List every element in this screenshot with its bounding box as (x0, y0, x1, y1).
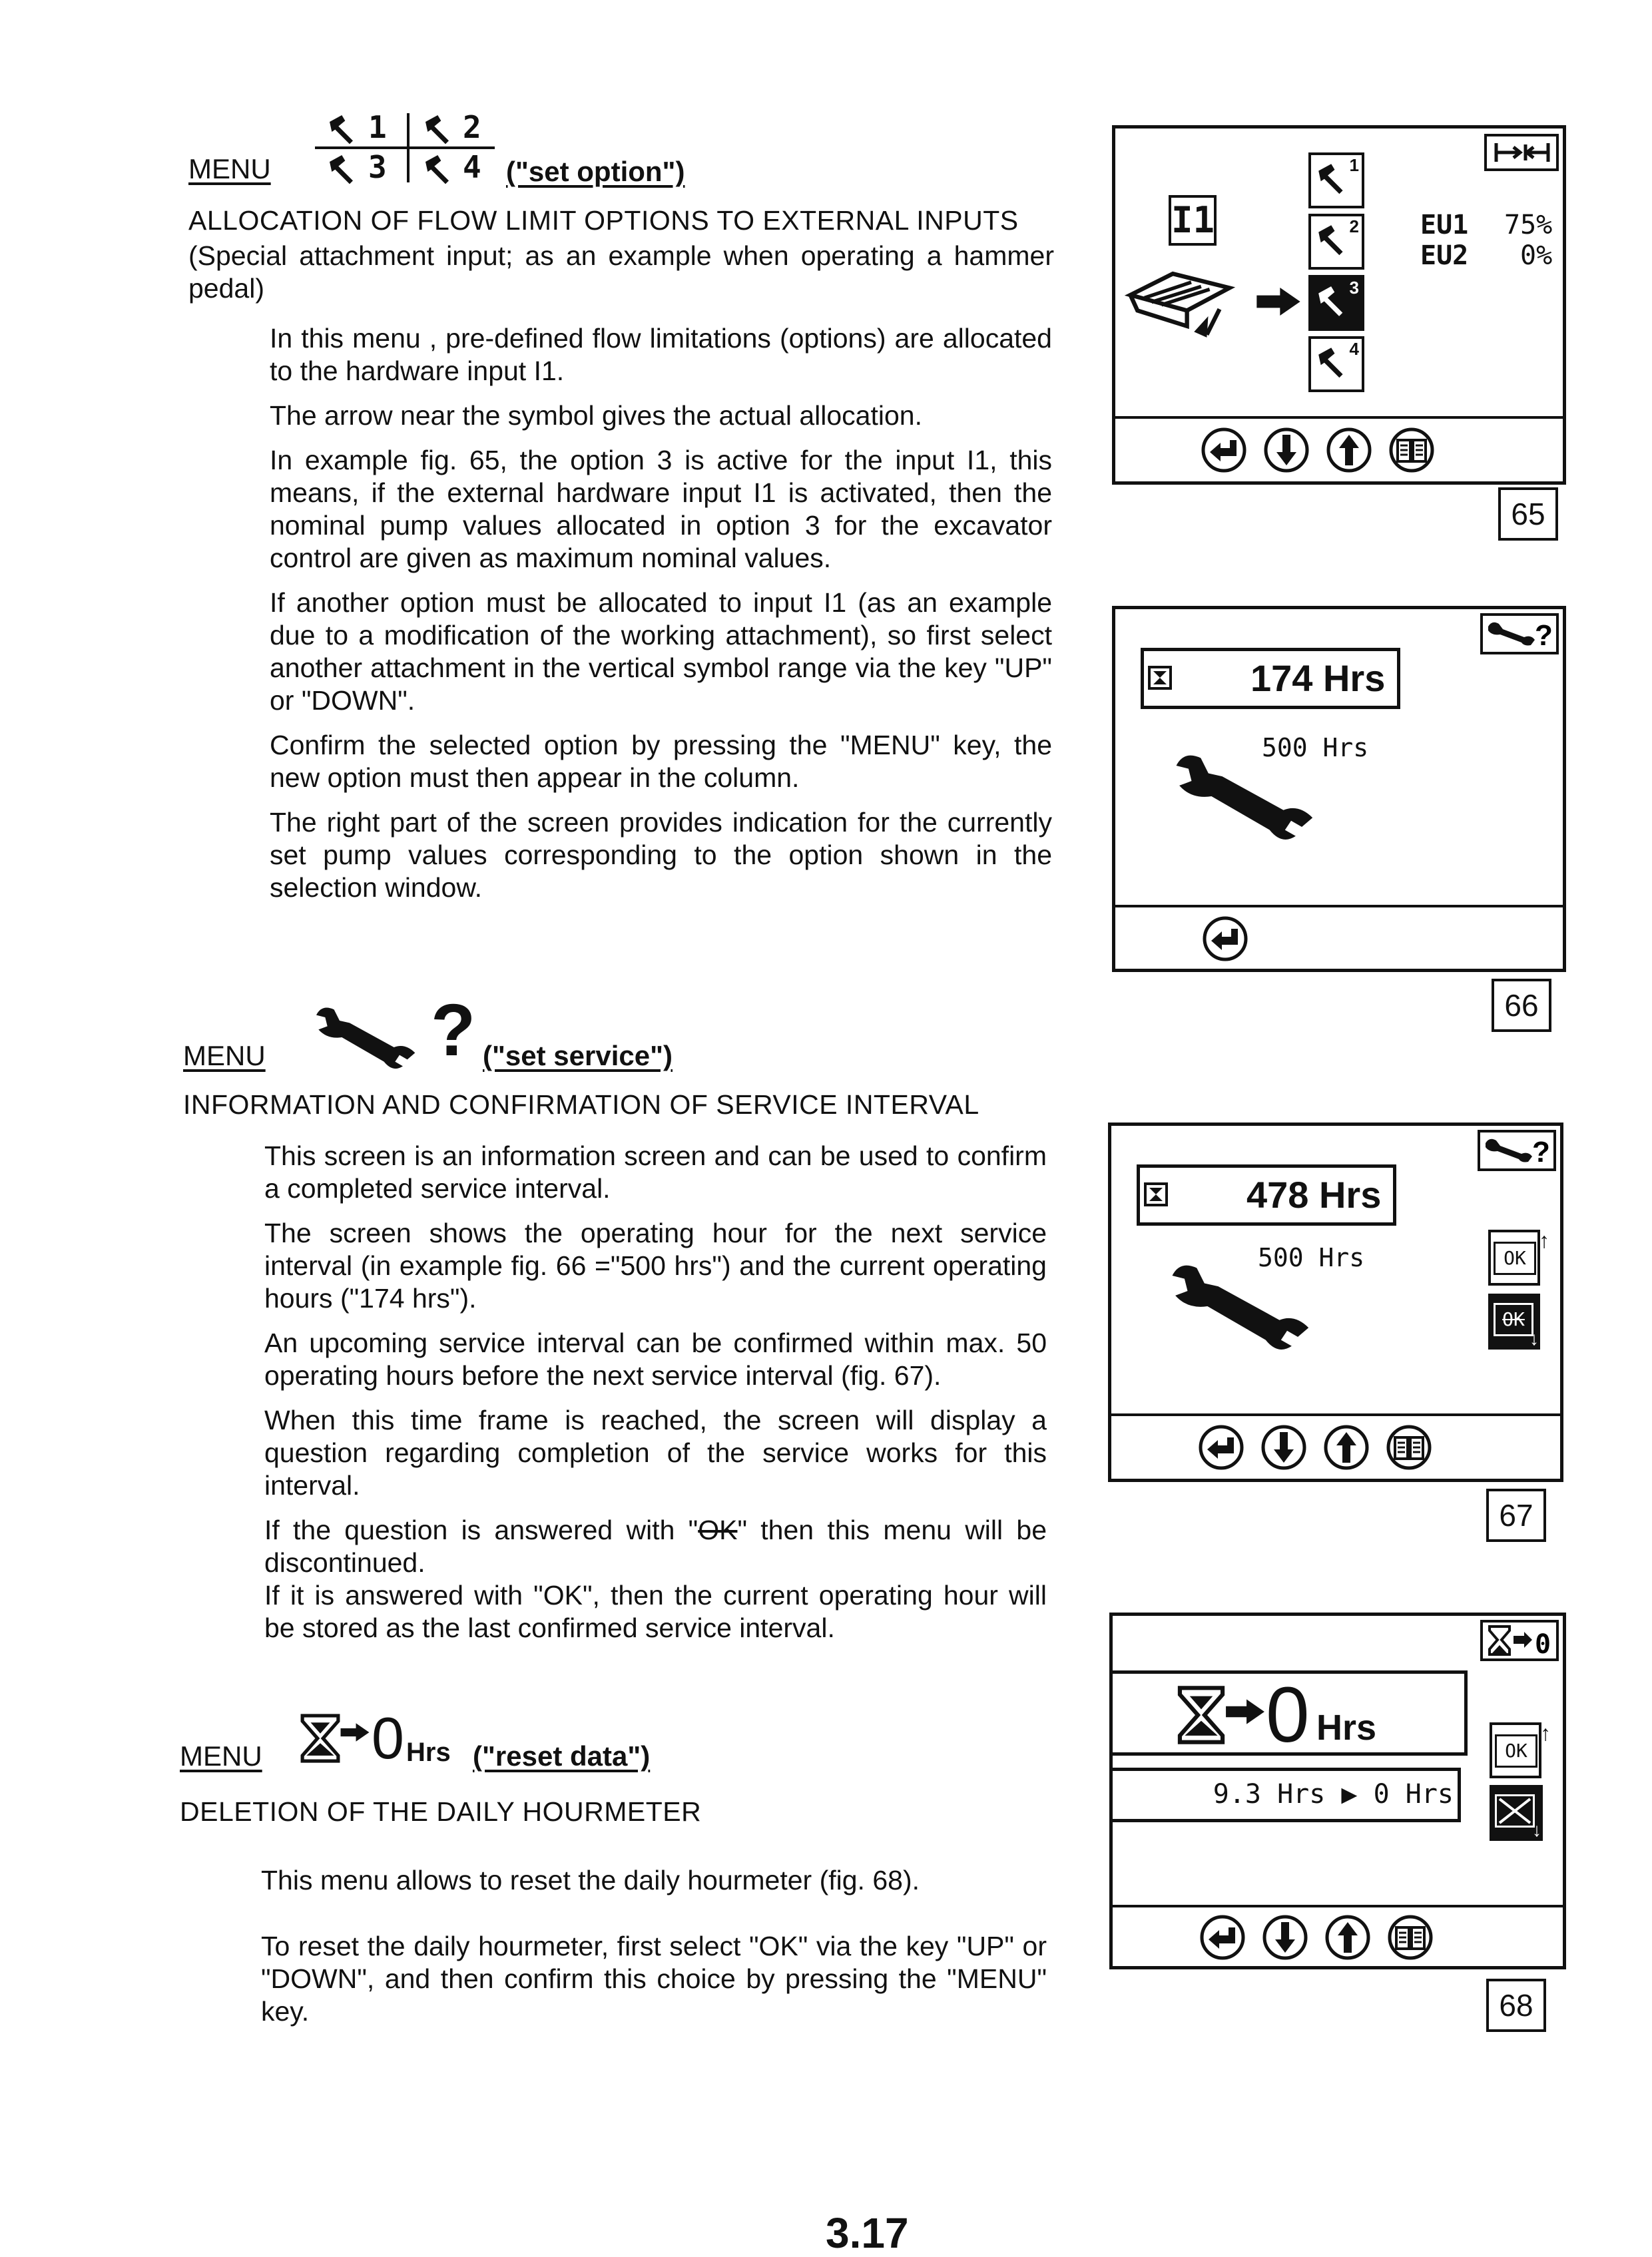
figure-number: 68 (1486, 1979, 1546, 2032)
reset-line: 9.3 Hrs ▶ 0 Hrs (1213, 1779, 1454, 1810)
up-button[interactable] (1324, 1914, 1371, 1961)
paragraph: This screen is an information screen and can be used to confirm a completed service interval. (264, 1140, 1047, 1204)
current-hours-box (1141, 648, 1400, 709)
set-option-caption: ("set option") (506, 156, 685, 187)
up-button[interactable] (1326, 427, 1372, 473)
hrs-unit: Hrs (1316, 1708, 1377, 1748)
reset-menu-header (180, 1698, 712, 1771)
option-screen-icon (1484, 134, 1559, 171)
reset-body (261, 1864, 1047, 2040)
hammer-icon (1315, 283, 1350, 318)
not-ok-label (1495, 1794, 1535, 1828)
back-button[interactable] (1201, 427, 1247, 473)
not-ok-button-selected[interactable] (1490, 1785, 1543, 1841)
arrow-right-icon (1255, 286, 1302, 318)
book-button[interactable] (1388, 427, 1435, 473)
current-hours-box (1137, 1164, 1396, 1226)
option-number: 4 (463, 149, 481, 185)
arrow-right-icon (340, 1722, 370, 1743)
question-mark-icon: ? (431, 989, 476, 1071)
up-small-arrow-icon: ↑ (1539, 1228, 1549, 1252)
paragraph: If the question is answered with "OK" then this menu will be discontinued. (264, 1515, 1047, 1578)
hammer-icon (420, 152, 457, 185)
menu-label: MENU (180, 1740, 262, 1772)
option-number: 3 (368, 149, 387, 185)
not-ok-button-selected[interactable] (1488, 1294, 1540, 1350)
paragraph: This menu allows to reset the daily hourmeter (fig. 68). (261, 1865, 920, 1895)
fig65-screen (1112, 125, 1566, 485)
service-screen-icon (1480, 613, 1559, 654)
arrow-right-icon (1225, 1698, 1266, 1726)
eu2-value: 0% (1520, 240, 1553, 271)
up-button[interactable] (1323, 1424, 1370, 1471)
paragraph: When this time frame is reached, the screen will display a question regarding completion of the service works for this interval. (264, 1405, 1047, 1501)
option-1-tile[interactable] (1308, 152, 1364, 208)
hourglass-icon (1148, 666, 1172, 690)
service-interval: 500 Hrs (1262, 733, 1369, 762)
current-hours: 478 Hrs (1246, 1174, 1382, 1216)
eu1-value: 75% (1504, 210, 1553, 240)
service-heading: INFORMATION AND CONFIRMATION OF SERVICE INTERVAL (183, 1089, 979, 1120)
figure-number: 67 (1486, 1489, 1546, 1542)
book-button[interactable] (1386, 1424, 1432, 1471)
option-number: 4 (1349, 339, 1359, 359)
option-column (1308, 152, 1364, 387)
paragraph: The right part of the screen provides indication for the currently set pump values corresponding to the option shown in the selection window. (270, 807, 1052, 903)
hammer-icon (324, 112, 362, 145)
hrs-symbol: Hrs (406, 1738, 451, 1767)
zero-symbol: 0 (372, 1705, 404, 1771)
book-button[interactable] (1387, 1914, 1434, 1961)
service-menu-header (183, 989, 716, 1071)
fig67-screen (1108, 1123, 1563, 1482)
ok-button[interactable] (1488, 1228, 1549, 1286)
option-4-tile[interactable] (1308, 336, 1364, 392)
hourglass-icon (1177, 1683, 1226, 1747)
pedal-icon (1123, 266, 1237, 346)
zero-value: 0 (1266, 1671, 1310, 1759)
paragraph: If another option must be allocated to input I1 (as an example due to a modification of the working attachment), so first select another attachment in the vertical symbol range via the key "UP" or "DOWN". (270, 587, 1052, 716)
menu-label: MENU (188, 153, 271, 184)
down-button[interactable] (1260, 1424, 1307, 1471)
paragraph: To reset the daily hourmeter, first select "OK" via the key "UP" or "DOWN", and then confirm this choice by pressing the "MENU" key. (261, 1931, 1047, 2027)
reset-line-box (1113, 1768, 1461, 1822)
hourglass-icon (300, 1711, 341, 1766)
figure-number: 65 (1498, 487, 1558, 541)
not-ok-label: OK (1494, 1303, 1533, 1336)
option-body (270, 322, 1052, 916)
option-number: 2 (463, 109, 481, 145)
option-2-tile[interactable] (1308, 214, 1364, 270)
up-small-arrow-icon: ↑ (1540, 1721, 1551, 1745)
hammer-icon (324, 152, 362, 185)
paragraph: Confirm the selected option by pressing the "MENU" key, the new option must then appear in the column. (270, 730, 1052, 793)
paragraph: If it is answered with "OK", then the current operating hour will be stored as the last confirmed service interval. (264, 1580, 1047, 1643)
menu-label: MENU (183, 1040, 266, 1071)
option-number: 1 (1349, 155, 1359, 175)
reset-screen-icon (1480, 1620, 1559, 1661)
ok-label: OK (1494, 1242, 1536, 1275)
paragraph: An upcoming service interval can be confirmed within max. 50 operating hours before the next service interval (fig. 67). (264, 1328, 1047, 1391)
figure-number: 66 (1492, 979, 1551, 1032)
reset-data-caption: ("reset data") (473, 1740, 651, 1772)
option-3-tile-selected[interactable] (1308, 275, 1364, 331)
option-number: 3 (1349, 278, 1359, 298)
option-heading: ALLOCATION OF FLOW LIMIT OPTIONS TO EXTERNAL INPUTS (188, 205, 1019, 236)
paragraph: In example fig. 65, the option 3 is active for the input I1, this means, if the external hardware input I1 is activated, then the nominal pump values allocated in option 3 for the excavator control are given as maximum nominal values. (270, 445, 1052, 573)
struck-ok: OK (698, 1515, 738, 1545)
wrench-icon (1169, 746, 1322, 846)
hourglass-icon (1144, 1182, 1168, 1206)
hammer-icon (1315, 344, 1350, 379)
paragraph: In this menu , pre-defined flow limitations (options) are allocated to the hardware input I1. (270, 323, 1052, 386)
option-number: 2 (1349, 216, 1359, 236)
page-number: 3.17 (826, 2209, 909, 2257)
eu2-label: EU2 (1420, 240, 1469, 271)
option-menu-header (188, 108, 501, 188)
ok-button[interactable] (1490, 1721, 1551, 1778)
hammer-icon (1315, 160, 1350, 195)
option-symbol-grid (315, 108, 495, 188)
fig68-screen (1109, 1613, 1566, 1969)
option-subheading: (Special attachment input; as an example when operating a hammer pedal) (188, 240, 1054, 304)
svg-text:?: ? (1532, 1136, 1550, 1168)
back-button[interactable] (1198, 1424, 1244, 1471)
down-small-arrow-icon: ↓ (1529, 1328, 1539, 1349)
reset-heading: DELETION OF THE DAILY HOURMETER (180, 1796, 702, 1827)
back-button[interactable] (1199, 1914, 1246, 1961)
wrench-icon (303, 1004, 429, 1071)
hammer-icon (420, 112, 457, 145)
paragraph: The arrow near the symbol gives the actual allocation. (270, 400, 922, 431)
input-label: I1 (1169, 195, 1217, 246)
reset-display-box (1113, 1670, 1468, 1759)
option-number: 1 (368, 109, 387, 145)
svg-text:0: 0 (1535, 1629, 1551, 1658)
down-small-arrow-icon: ↓ (1532, 1820, 1541, 1840)
paragraph: The screen shows the operating hour for the next service interval (in example fig. 66 ="500 hrs") and the current operating hours ("174 hrs"). (264, 1218, 1047, 1314)
fig66-screen (1112, 606, 1566, 972)
service-body (264, 1140, 1047, 1656)
down-button[interactable] (1262, 1914, 1308, 1961)
service-screen-icon (1478, 1130, 1556, 1171)
svg-text:?: ? (1535, 619, 1553, 652)
wrench-icon (1165, 1256, 1318, 1356)
hammer-icon (1315, 222, 1350, 256)
eu1-label: EU1 (1420, 210, 1469, 240)
set-service-caption: ("set service") (483, 1040, 673, 1071)
current-hours: 174 Hrs (1250, 657, 1386, 699)
back-button[interactable] (1202, 915, 1248, 962)
down-button[interactable] (1263, 427, 1310, 473)
ok-label: OK (1495, 1734, 1537, 1768)
service-interval: 500 Hrs (1258, 1243, 1365, 1272)
